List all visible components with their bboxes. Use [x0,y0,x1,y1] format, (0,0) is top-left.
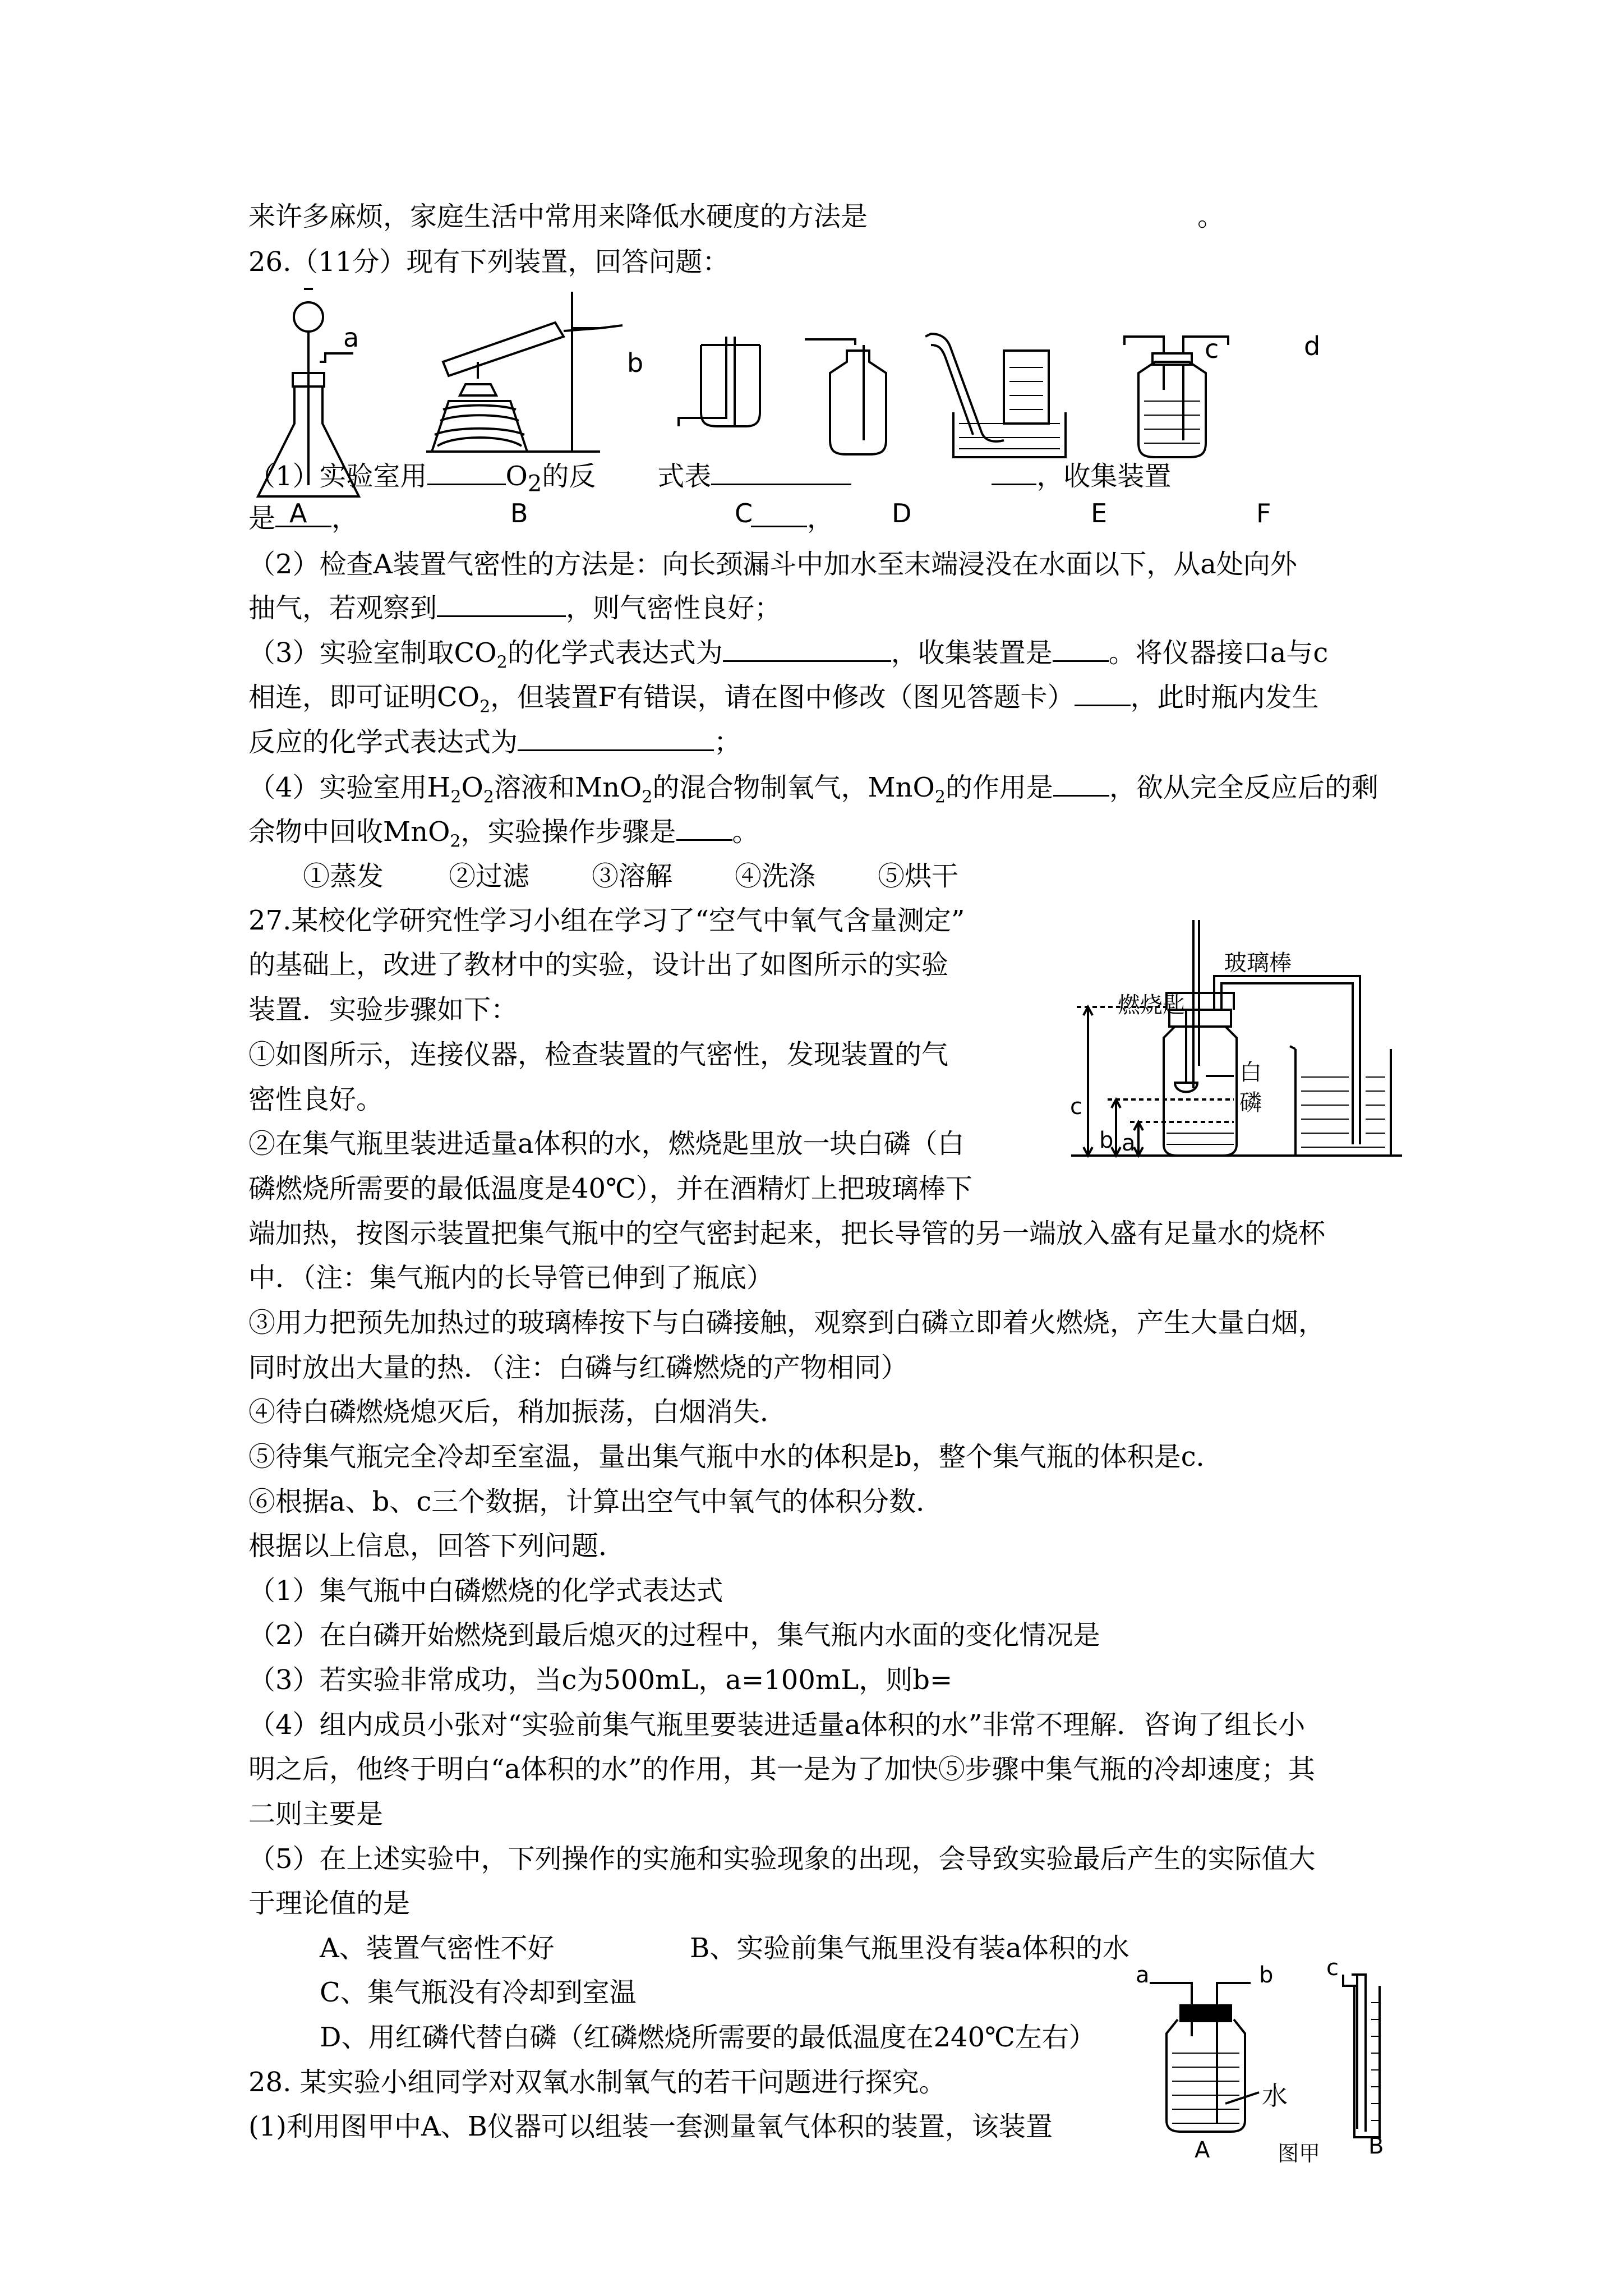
q26-p2-line2 [248,591,781,625]
q26-p4-l2-sub: 2 [450,831,461,852]
apparatus-label-d: D [892,498,912,528]
q26-p4-line1 [248,770,1378,815]
continued-text: 来许多麻烦，家庭生活中常用来降低水硬度的方法是 [248,201,868,232]
q26-p3-blank-2[interactable] [1053,636,1109,662]
q26-p4-text-e: 的作用是 [945,772,1053,803]
q27-line-2: 的基础上，改进了教材中的实验，设计出了如图所示的实验 [248,949,949,981]
apparatus-b-port-label: b [627,348,644,378]
q27-choice-b: B、实验前集气瓶里没有装a体积的水 [690,1932,1129,1964]
q26-p4-blank-2[interactable] [676,815,732,841]
q27-line-10: ③用力把预先加热过的玻璃棒按下与白磷接触，观察到白磷立即着火燃烧，产生大量白烟， [248,1307,1326,1338]
apparatus-f-port-c-label: c [1205,334,1219,364]
apparatus-e-water [925,334,1066,457]
continued-line [248,200,868,233]
q27-dim-b-label: b [1099,1128,1114,1153]
q26-p1-sub: 2 [527,471,542,497]
q27-line-19: （4）组内成员小张对“实验前集气瓶里要装进适量a体积的水”非常不理解．咨询了组长小 [248,1709,1306,1741]
q26-p4-sub-2: 2 [483,787,494,807]
apparatus-d-downward [805,339,886,454]
q26-p4-l2-text-b: ，实验操作步骤是 [460,816,676,848]
q27-line-9: 中．（注：集气瓶内的长导管已伸到了瓶底） [248,1262,774,1294]
q26-p1-l2-frag-3: ， [807,503,834,534]
q27-line-21: 二则主要是 [248,1798,384,1830]
q26-p4-l2-text-a: 余物中回收MnO [248,816,450,848]
q27-line-23: 于理论值的是 [248,1888,411,1919]
q28-port-b-label: b [1259,1962,1274,1988]
q27-line-8: 端加热，按图示装置把集气瓶中的空气密封起来，把长导管的另一端放入盛有足量水的烧杯 [248,1218,1326,1249]
q26-p4-l2-text-c: 。 [732,816,759,848]
q26-p3-l2-text-c: ，此时瓶内发生 [1130,682,1319,713]
q28-bottle-a-label: A [1195,2137,1210,2163]
q26-option-1: ①蒸发 [303,861,384,892]
q26-p4-sub-3: 2 [642,787,653,807]
q26-p1-blank-3[interactable] [992,459,1036,485]
q27-line-13: ⑤待集气瓶完全冷却至室温，量出集气瓶中水的体积是b，整个集气瓶的体积是c． [248,1441,1223,1473]
apparatus-b-heating [426,292,623,452]
q26-p1-l2-frag-1: 是 [248,503,276,534]
apparatus-label-a: A [289,498,307,528]
q26-p3-text-b: 的化学式表达式为 [507,637,723,669]
q27-choice-a: A、装置气密性不好 [320,1932,555,1964]
q26-p1-line1 [248,459,1171,501]
q27-line-15: 根据以上信息，回答下列问题． [248,1530,626,1562]
apparatus-label-b: B [510,498,528,528]
q28-line-2: (1)利用图甲中A、B仪器可以组装一套测量氧气体积的装置，该装置 [248,2111,1053,2142]
q26-p4-sub-1: 2 [450,787,462,807]
apparatus-a-port-label: a [343,323,359,353]
q26-p3-l2-text-b: ，但装置F有错误，请在图中修改（图见答题卡） [490,682,1075,713]
q27-rod-label: 玻璃棒 [1224,950,1292,976]
q26-p3-line1 [248,636,1328,680]
q26-p3-line3 [248,725,741,759]
q27-line-20: 明之后，他终于明白“a体积的水”的作用，其一是为了加快⑤步骤中集气瓶的冷却速度；其 [248,1754,1315,1785]
q26-p3-sub-2: 2 [479,697,491,717]
q26-p3-text-d: 。将仪器接口a与c [1108,637,1329,669]
q27-dim-a-label: a [1122,1130,1136,1156]
q26-p1-blank-5[interactable] [751,501,807,527]
q28-caption: 图甲 [1278,2141,1321,2166]
q26-option-3: ③溶解 [592,861,673,892]
q26-p4-text-f: ，欲从完全反应后的剩 [1109,772,1379,803]
q27-phosphorus-label: 白磷 [1239,1060,1262,1116]
q27-line-12: ④待白磷燃烧熄灭后，稍加振荡，白烟消失． [248,1396,787,1428]
apparatus-c-upward [679,337,760,426]
q26-p2-text-a: 抽气，若观察到 [248,592,437,624]
q28-water-label: 水 [1262,2081,1288,2111]
q26-option-4: ④洗涤 [735,861,816,892]
q27-choice-d: D、用红磷代替白磷（红磷燃烧所需要的最低温度在240℃左右） [320,2022,1096,2053]
q28-figure-jia [1133,1952,1469,2154]
q26-p2-blank[interactable] [437,591,566,617]
q26-p4-text-c: 溶液和MnO [494,772,642,803]
continued-end-mark: 。 [1197,201,1225,232]
apparatus-f-port-d-label: d [1304,331,1321,361]
q26-p1-frag-5: ，收集装置 [1036,461,1172,492]
q27-choice-c: C、集气瓶没有冷却到室温 [320,1977,637,2008]
q27-line-3: 装置．实验步骤如下： [248,994,518,1025]
q26-p3-l3-text-b: ； [714,726,741,758]
q27-line-18: （3）若实验非常成功，当c为500mL，a=100mL，则b= [248,1664,953,1696]
q27-dim-c-label: c [1070,1094,1082,1120]
q27-line-16: （1）集气瓶中白磷燃烧的化学式表达式 [248,1575,723,1607]
q26-p1-frag-4: 式表 [657,461,712,492]
q27-line-6: ②在集气瓶里装进适量a体积的水，燃烧匙里放一块白磷（白 [248,1128,965,1159]
q26-p3-text-a: （3）实验室制取CO [248,637,497,669]
q26-p2-text-b: ，则气密性良好； [566,592,782,624]
q26-p1-blank-2[interactable] [711,459,851,485]
q26-header: 26.（11分）现有下列装置，回答问题： [248,246,730,278]
q26-p4-blank-1[interactable] [1053,770,1109,797]
q26-p3-blank-4[interactable] [518,725,714,751]
q26-option-2: ②过滤 [449,861,530,892]
q27-line-7: 磷燃烧所需要的最低温度是40℃），并在酒精灯上把玻璃棒下 [248,1173,972,1204]
q26-p4-text-d: 的混合物制氧气，MnO [652,772,935,803]
q26-p2-line1: （2）检查A装置气密性的方法是：向长颈漏斗中加水至末端浸没在水面以下，从a处向外 [248,549,1297,580]
q26-p3-blank-3[interactable] [1075,680,1131,706]
q28-cylinder-b-label: B [1368,2133,1384,2159]
q26-p4-line2 [248,815,759,859]
q26-p1-blank-1[interactable] [427,459,506,485]
q26-p3-blank-1[interactable] [723,636,891,662]
apparatus-label-c: C [735,498,753,528]
q27-line-22: （5）在上述实验中，下列操作的实施和实验现象的出现，会导致实验最后产生的实际值大 [248,1843,1316,1875]
q26-p4-text-a: （4）实验室用H [248,772,451,803]
continued-line-end [1197,200,1224,233]
q27-line-14: ⑥根据a、b、c三个数据，计算出空气中氧气的体积分数． [248,1486,943,1517]
q26-p3-l2-text-a: 相连，即可证明CO [248,682,480,713]
q26-p3-sub-1: 2 [496,652,508,673]
q27-line-17: （2）在白磷开始燃烧到最后熄灭的过程中，集气瓶内水面的变化情况是 [248,1619,1100,1651]
apparatus-label-f: F [1256,498,1271,528]
q26-p4-text-b: O [461,772,483,803]
apparatus-label-e: E [1091,498,1108,528]
q26-p4-sub-4: 2 [934,787,946,807]
q26-p3-text-c: ，收集装置是 [891,637,1053,669]
q28-line-1: 28. 某实验小组同学对双氧水制氧气的若干问题进行探究。 [248,2067,946,2098]
q27-line-11: 同时放出大量的热．（注：白磷与红磷燃烧的产物相同） [248,1352,909,1383]
q27-line-4: ①如图所示，连接仪器，检查装置的气密性，发现装置的气 [248,1039,949,1070]
q26-p1-frag-2: O [505,461,528,492]
q28-port-a-label: a [1136,1962,1150,1988]
q27-line-1: 27.某校化学研究性学习小组在学习了“空气中氧气含量测定” [248,905,965,936]
q26-p1-l2-frag-2: ， [331,503,359,534]
q28-port-c-label: c [1326,1955,1339,1981]
q27-spoon-label: 燃烧匙 [1118,992,1185,1018]
q26-p3-l3-text-a: 反应的化学式表达式为 [248,726,518,758]
q27-line-5: 密性良好。 [248,1084,384,1115]
q26-p3-line2 [248,680,1319,724]
q26-option-5: ⑤烘干 [878,861,959,892]
q26-p1-frag-3: 的反 [542,461,596,492]
q26-p1-frag-1: （1）实验室用 [248,461,427,492]
